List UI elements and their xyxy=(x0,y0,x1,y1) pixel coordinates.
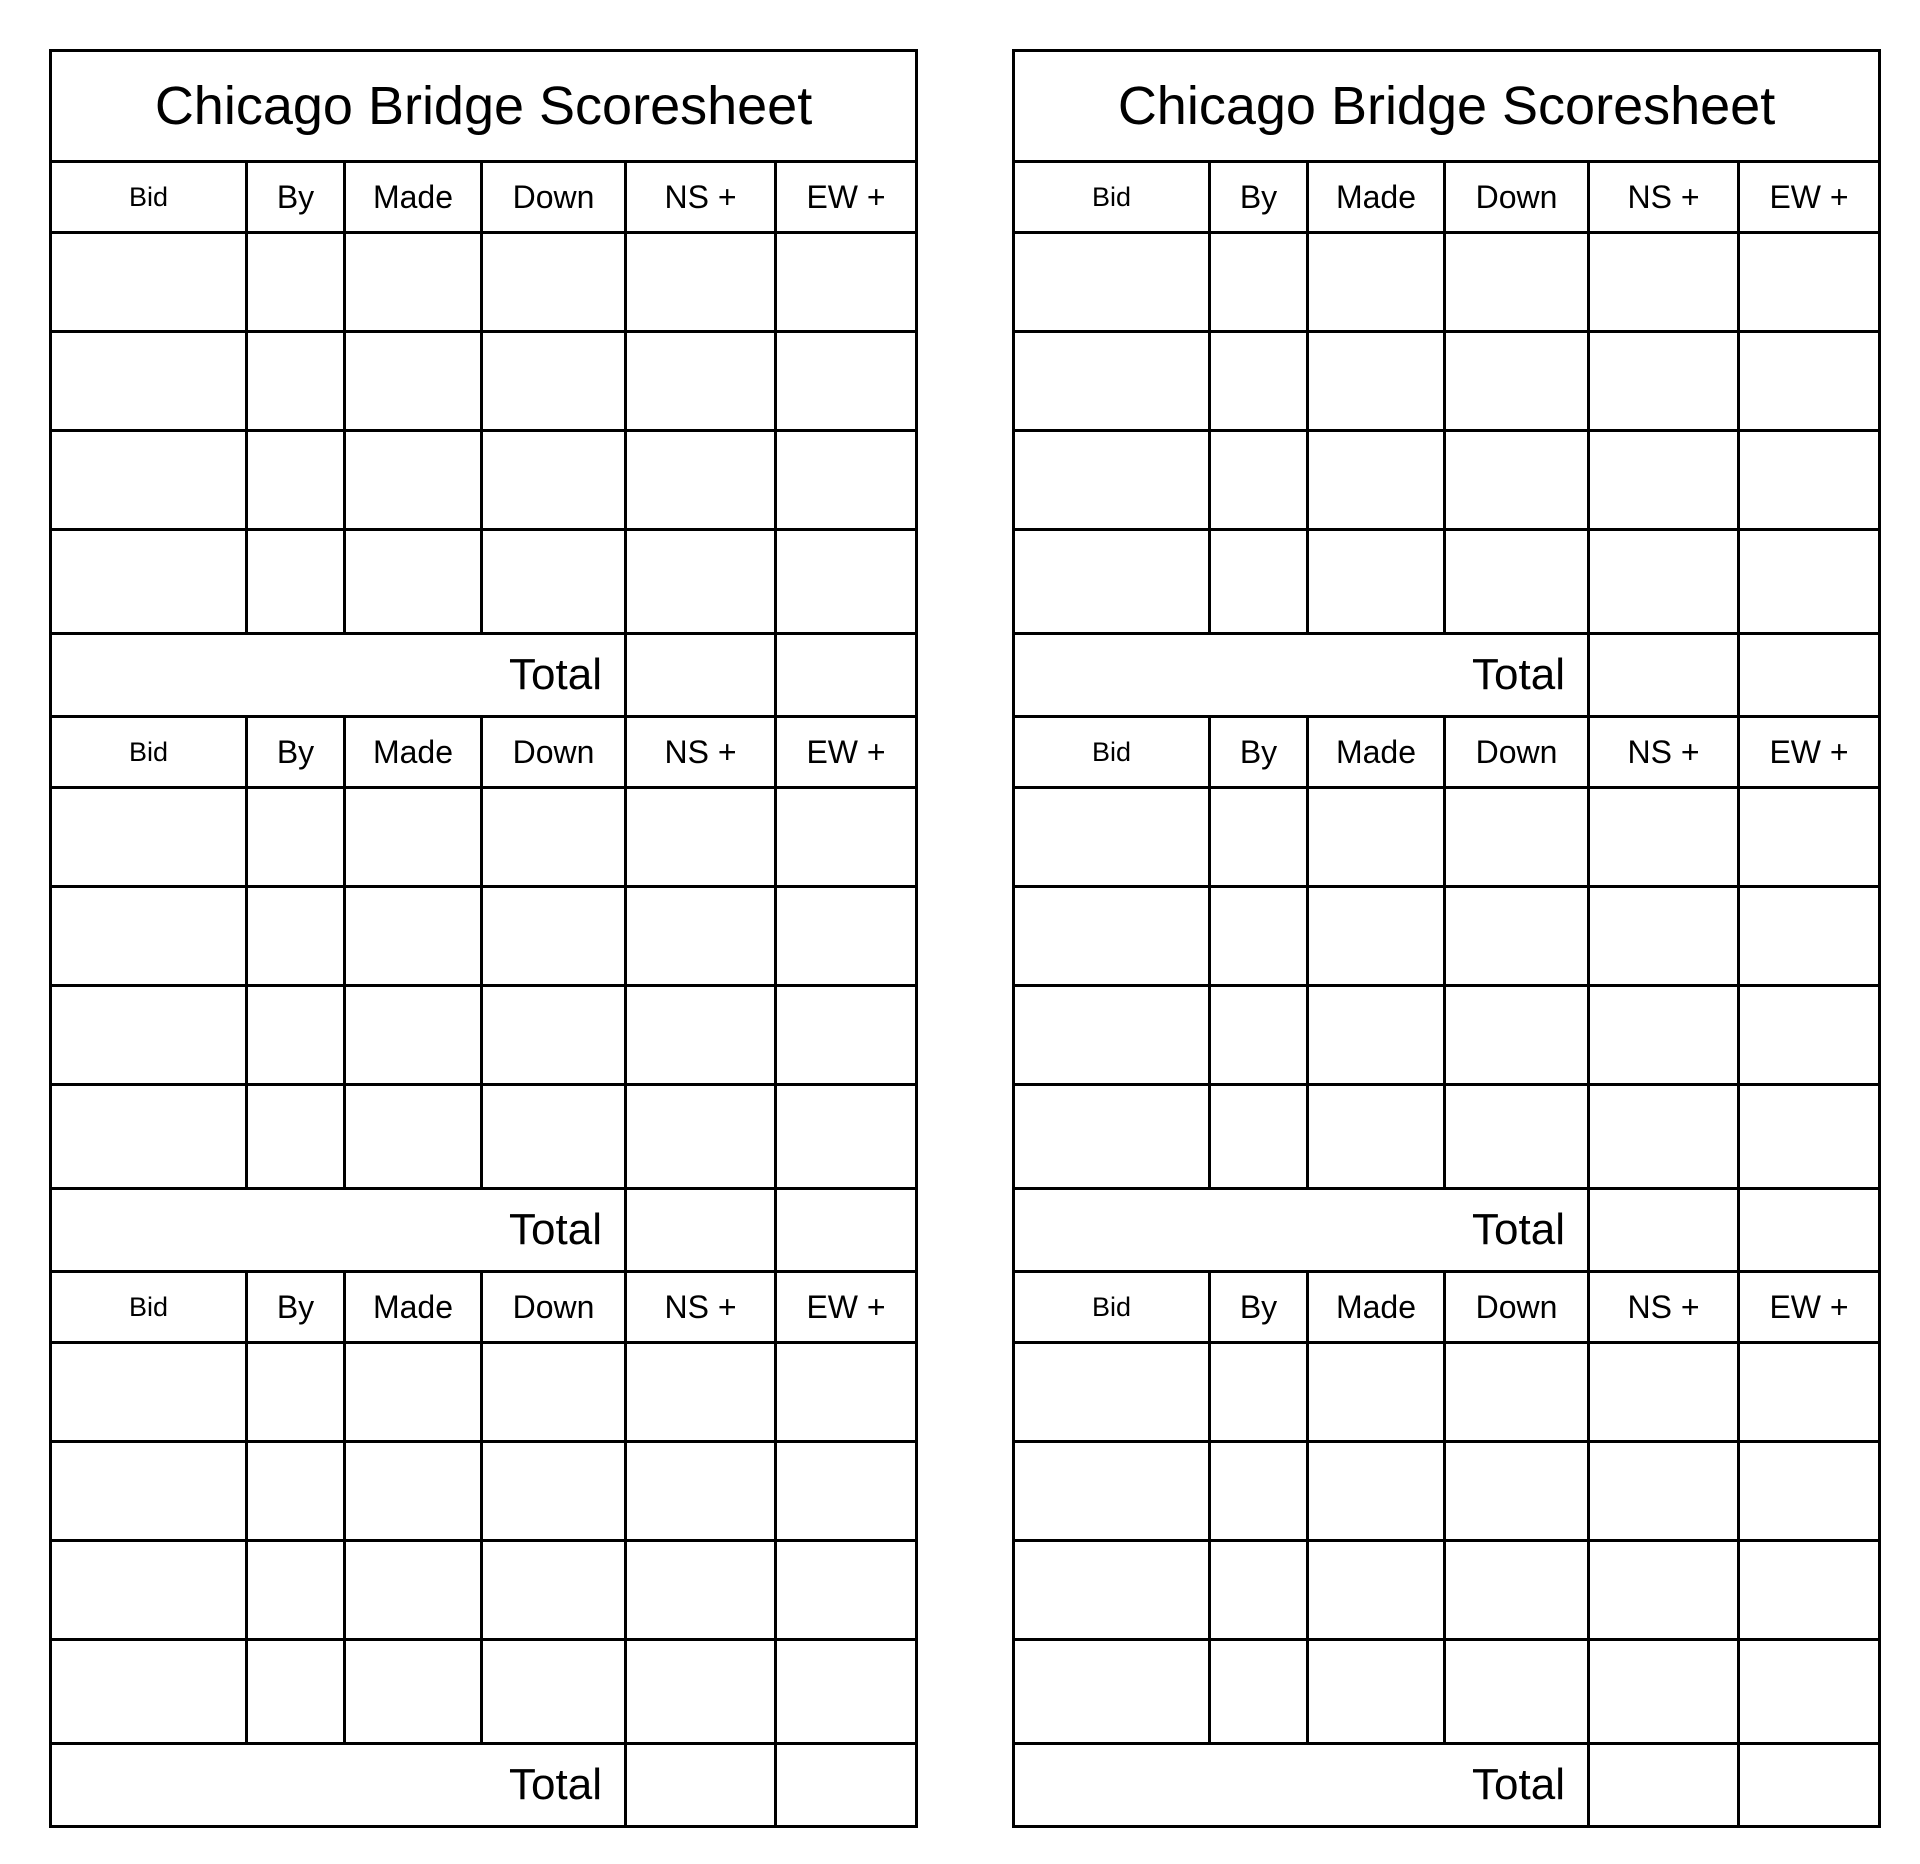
score-entry-cell[interactable] xyxy=(1308,332,1445,431)
score-entry-row xyxy=(51,1085,917,1189)
scoresheet-left xyxy=(49,49,915,1828)
score-entry-cell[interactable] xyxy=(51,431,247,530)
total-label: Total xyxy=(1014,634,1589,717)
score-entry-cell[interactable] xyxy=(626,1640,776,1744)
column-header: Down xyxy=(482,1272,626,1343)
score-entry-cell[interactable] xyxy=(1014,788,1210,887)
score-entry-cell[interactable] xyxy=(482,887,626,986)
column-header: By xyxy=(1210,1272,1308,1343)
score-entry-cell[interactable] xyxy=(776,1541,917,1640)
score-entry-cell[interactable] xyxy=(1445,788,1589,887)
total-row xyxy=(51,1189,917,1272)
score-entry-cell[interactable] xyxy=(1589,431,1739,530)
column-header: NS + xyxy=(626,717,776,788)
score-entry-cell[interactable] xyxy=(1589,1343,1739,1442)
score-entry-cell[interactable] xyxy=(1739,530,1880,634)
total-row xyxy=(51,634,917,717)
score-entry-cell[interactable] xyxy=(1014,1343,1210,1442)
score-entry-cell[interactable] xyxy=(51,1085,247,1189)
score-entry-cell[interactable] xyxy=(626,1541,776,1640)
score-entry-cell[interactable] xyxy=(345,1343,482,1442)
score-entry-cell[interactable] xyxy=(482,986,626,1085)
score-entry-cell[interactable] xyxy=(1739,1442,1880,1541)
score-entry-cell[interactable] xyxy=(51,788,247,887)
score-entry-cell[interactable] xyxy=(482,431,626,530)
score-entry-cell[interactable] xyxy=(1210,887,1308,986)
column-header: NS + xyxy=(626,162,776,233)
score-entry-cell[interactable] xyxy=(1014,431,1210,530)
ew-total-cell[interactable] xyxy=(1739,634,1880,717)
score-entry-cell[interactable] xyxy=(626,986,776,1085)
score-entry-row xyxy=(1014,233,1880,332)
score-entry-cell[interactable] xyxy=(51,887,247,986)
ew-total-cell[interactable] xyxy=(1739,1189,1880,1272)
score-entry-cell[interactable] xyxy=(482,1442,626,1541)
column-header: Bid xyxy=(1014,162,1210,233)
score-entry-cell[interactable] xyxy=(1308,1085,1445,1189)
score-entry-cell[interactable] xyxy=(482,1343,626,1442)
score-entry-cell[interactable] xyxy=(1739,1085,1880,1189)
column-header-row xyxy=(51,162,917,233)
score-entry-cell[interactable] xyxy=(345,1085,482,1189)
score-entry-cell[interactable] xyxy=(776,1442,917,1541)
score-entry-cell[interactable] xyxy=(1589,986,1739,1085)
score-entry-row xyxy=(1014,1343,1880,1442)
score-entry-row xyxy=(51,431,917,530)
score-entry-cell[interactable] xyxy=(1589,530,1739,634)
column-header: NS + xyxy=(626,1272,776,1343)
column-header: Made xyxy=(345,1272,482,1343)
score-entry-cell[interactable] xyxy=(345,887,482,986)
score-entry-cell[interactable] xyxy=(1739,1640,1880,1744)
column-header: Bid xyxy=(1014,717,1210,788)
score-entry-cell[interactable] xyxy=(1014,233,1210,332)
score-entry-cell[interactable] xyxy=(1739,887,1880,986)
score-entry-row xyxy=(51,986,917,1085)
score-entry-cell[interactable] xyxy=(482,1541,626,1640)
score-entry-cell[interactable] xyxy=(1210,1442,1308,1541)
score-entry-row xyxy=(1014,986,1880,1085)
score-entry-row xyxy=(1014,1640,1880,1744)
ns-total-cell[interactable] xyxy=(1589,1744,1739,1827)
column-header: Made xyxy=(1308,162,1445,233)
score-entry-cell[interactable] xyxy=(1014,986,1210,1085)
score-entry-cell[interactable] xyxy=(1210,233,1308,332)
score-entry-cell[interactable] xyxy=(1014,1541,1210,1640)
score-entry-cell[interactable] xyxy=(776,1343,917,1442)
score-entry-cell[interactable] xyxy=(1308,431,1445,530)
score-entry-cell[interactable] xyxy=(247,1640,345,1744)
column-header: Down xyxy=(1445,717,1589,788)
column-header: By xyxy=(247,717,345,788)
column-header: EW + xyxy=(1739,1272,1880,1343)
column-header: Bid xyxy=(51,717,247,788)
ns-total-cell[interactable] xyxy=(626,1744,776,1827)
score-entry-cell[interactable] xyxy=(1014,530,1210,634)
score-entry-row xyxy=(51,1343,917,1442)
column-header: Made xyxy=(345,717,482,788)
score-entry-cell[interactable] xyxy=(345,332,482,431)
score-entry-cell[interactable] xyxy=(1210,1085,1308,1189)
score-entry-cell[interactable] xyxy=(1210,1640,1308,1744)
column-header: Made xyxy=(345,162,482,233)
score-entry-cell[interactable] xyxy=(51,332,247,431)
column-header: Made xyxy=(1308,717,1445,788)
column-header-row xyxy=(1014,1272,1880,1343)
score-entry-cell[interactable] xyxy=(626,887,776,986)
score-entry-cell[interactable] xyxy=(1210,1343,1308,1442)
score-entry-cell[interactable] xyxy=(51,1640,247,1744)
score-entry-cell[interactable] xyxy=(1014,887,1210,986)
column-header-row xyxy=(51,717,917,788)
score-entry-cell[interactable] xyxy=(1445,1640,1589,1744)
score-entry-cell[interactable] xyxy=(1739,788,1880,887)
score-entry-cell[interactable] xyxy=(1589,788,1739,887)
score-entry-cell[interactable] xyxy=(1210,530,1308,634)
score-entry-cell[interactable] xyxy=(247,1085,345,1189)
score-entry-cell[interactable] xyxy=(626,1343,776,1442)
total-label: Total xyxy=(51,634,626,717)
score-entry-cell[interactable] xyxy=(626,788,776,887)
score-entry-row xyxy=(51,887,917,986)
score-entry-cell[interactable] xyxy=(345,233,482,332)
score-entry-cell[interactable] xyxy=(482,233,626,332)
total-row xyxy=(1014,1744,1880,1827)
score-entry-cell[interactable] xyxy=(1589,1541,1739,1640)
ns-total-cell[interactable] xyxy=(1589,634,1739,717)
score-entry-row xyxy=(1014,887,1880,986)
column-header: By xyxy=(247,1272,345,1343)
column-header: By xyxy=(247,162,345,233)
score-entry-cell[interactable] xyxy=(247,986,345,1085)
score-entry-cell[interactable] xyxy=(1308,233,1445,332)
score-entry-cell[interactable] xyxy=(482,788,626,887)
score-entry-cell[interactable] xyxy=(776,530,917,634)
ns-total-cell[interactable] xyxy=(626,1189,776,1272)
score-entry-cell[interactable] xyxy=(345,1442,482,1541)
score-entry-cell[interactable] xyxy=(247,1541,345,1640)
score-entry-cell[interactable] xyxy=(776,887,917,986)
score-entry-row xyxy=(51,788,917,887)
score-entry-cell[interactable] xyxy=(1308,986,1445,1085)
score-entry-row xyxy=(1014,1541,1880,1640)
score-entry-cell[interactable] xyxy=(247,788,345,887)
score-entry-cell[interactable] xyxy=(482,530,626,634)
total-row xyxy=(51,1744,917,1827)
column-header: Down xyxy=(1445,162,1589,233)
score-entry-cell[interactable] xyxy=(776,332,917,431)
score-entry-row xyxy=(51,233,917,332)
score-entry-cell[interactable] xyxy=(1589,1085,1739,1189)
score-entry-cell[interactable] xyxy=(1589,887,1739,986)
score-entry-cell[interactable] xyxy=(626,332,776,431)
score-entry-cell[interactable] xyxy=(247,1442,345,1541)
score-entry-cell[interactable] xyxy=(776,986,917,1085)
score-entry-cell[interactable] xyxy=(345,986,482,1085)
score-entry-cell[interactable] xyxy=(1445,1085,1589,1189)
total-label: Total xyxy=(1014,1744,1589,1827)
score-entry-row xyxy=(1014,530,1880,634)
score-entry-cell[interactable] xyxy=(1739,1343,1880,1442)
scoresheet-title: Chicago Bridge Scoresheet xyxy=(1014,51,1880,162)
score-entry-cell[interactable] xyxy=(1445,1442,1589,1541)
score-entry-cell[interactable] xyxy=(247,530,345,634)
score-entry-row xyxy=(1014,1442,1880,1541)
score-entry-cell[interactable] xyxy=(1308,887,1445,986)
column-header: NS + xyxy=(1589,1272,1739,1343)
score-entry-cell[interactable] xyxy=(247,431,345,530)
score-entry-cell[interactable] xyxy=(1445,332,1589,431)
scoresheet-title: Chicago Bridge Scoresheet xyxy=(51,51,917,162)
score-entry-row xyxy=(51,530,917,634)
score-entry-cell[interactable] xyxy=(1739,431,1880,530)
score-entry-cell[interactable] xyxy=(1014,1442,1210,1541)
score-entry-cell[interactable] xyxy=(1308,1343,1445,1442)
total-row xyxy=(1014,1189,1880,1272)
column-header: EW + xyxy=(1739,162,1880,233)
score-entry-cell[interactable] xyxy=(1210,431,1308,530)
score-entry-cell[interactable] xyxy=(776,1640,917,1744)
score-entry-cell[interactable] xyxy=(1014,1640,1210,1744)
score-entry-cell[interactable] xyxy=(51,986,247,1085)
score-entry-row xyxy=(51,1442,917,1541)
ns-total-cell[interactable] xyxy=(626,634,776,717)
score-entry-cell[interactable] xyxy=(1210,788,1308,887)
scoresheet-table xyxy=(49,49,918,1828)
column-header: NS + xyxy=(1589,162,1739,233)
score-entry-cell[interactable] xyxy=(482,1085,626,1189)
score-entry-cell[interactable] xyxy=(1445,1343,1589,1442)
column-header: Bid xyxy=(51,162,247,233)
score-entry-cell[interactable] xyxy=(626,431,776,530)
score-entry-row xyxy=(51,332,917,431)
score-entry-cell[interactable] xyxy=(626,1085,776,1189)
column-header: Bid xyxy=(1014,1272,1210,1343)
ew-total-cell[interactable] xyxy=(1739,1744,1880,1827)
column-header: EW + xyxy=(1739,717,1880,788)
score-entry-row xyxy=(1014,332,1880,431)
ew-total-cell[interactable] xyxy=(776,1189,917,1272)
score-entry-cell[interactable] xyxy=(1308,1541,1445,1640)
score-entry-cell[interactable] xyxy=(1014,1085,1210,1189)
score-entry-cell[interactable] xyxy=(345,530,482,634)
column-header-row xyxy=(51,1272,917,1343)
score-entry-cell[interactable] xyxy=(51,1541,247,1640)
score-entry-cell[interactable] xyxy=(1308,788,1445,887)
score-entry-row xyxy=(1014,431,1880,530)
column-header: By xyxy=(1210,717,1308,788)
score-entry-cell[interactable] xyxy=(1210,1541,1308,1640)
column-header: Down xyxy=(482,162,626,233)
score-entry-cell[interactable] xyxy=(1589,332,1739,431)
ns-total-cell[interactable] xyxy=(1589,1189,1739,1272)
score-entry-cell[interactable] xyxy=(1308,1640,1445,1744)
score-entry-cell[interactable] xyxy=(776,233,917,332)
score-entry-cell[interactable] xyxy=(1739,1541,1880,1640)
score-entry-cell[interactable] xyxy=(1739,332,1880,431)
column-header: Made xyxy=(1308,1272,1445,1343)
score-entry-cell[interactable] xyxy=(345,431,482,530)
score-entry-cell[interactable] xyxy=(776,788,917,887)
column-header: EW + xyxy=(776,162,917,233)
score-entry-cell[interactable] xyxy=(626,1442,776,1541)
score-entry-cell[interactable] xyxy=(626,233,776,332)
score-entry-cell[interactable] xyxy=(1445,233,1589,332)
score-entry-cell[interactable] xyxy=(1589,1442,1739,1541)
ew-total-cell[interactable] xyxy=(776,634,917,717)
score-entry-cell[interactable] xyxy=(247,233,345,332)
score-entry-cell[interactable] xyxy=(1210,332,1308,431)
score-entry-cell[interactable] xyxy=(1308,1442,1445,1541)
column-header: EW + xyxy=(776,1272,917,1343)
score-entry-cell[interactable] xyxy=(1445,431,1589,530)
column-header-row xyxy=(1014,717,1880,788)
score-entry-row xyxy=(51,1640,917,1744)
score-entry-cell[interactable] xyxy=(1445,1541,1589,1640)
score-entry-cell[interactable] xyxy=(482,1640,626,1744)
total-row xyxy=(1014,634,1880,717)
score-entry-cell[interactable] xyxy=(1445,986,1589,1085)
score-entry-cell[interactable] xyxy=(345,788,482,887)
score-entry-cell[interactable] xyxy=(51,1442,247,1541)
score-entry-cell[interactable] xyxy=(51,530,247,634)
score-entry-row xyxy=(1014,788,1880,887)
score-entry-cell[interactable] xyxy=(247,887,345,986)
score-entry-cell[interactable] xyxy=(1589,233,1739,332)
score-entry-cell[interactable] xyxy=(345,1541,482,1640)
score-entry-cell[interactable] xyxy=(1739,233,1880,332)
score-entry-row xyxy=(51,1541,917,1640)
score-entry-cell[interactable] xyxy=(776,1085,917,1189)
score-entry-cell[interactable] xyxy=(51,233,247,332)
score-entry-cell[interactable] xyxy=(626,530,776,634)
total-label: Total xyxy=(51,1189,626,1272)
column-header: Bid xyxy=(51,1272,247,1343)
score-entry-row xyxy=(1014,1085,1880,1189)
ew-total-cell[interactable] xyxy=(776,1744,917,1827)
score-entry-cell[interactable] xyxy=(776,431,917,530)
score-entry-cell[interactable] xyxy=(51,1343,247,1442)
score-entry-cell[interactable] xyxy=(1589,1640,1739,1744)
column-header: NS + xyxy=(1589,717,1739,788)
score-entry-cell[interactable] xyxy=(247,1343,345,1442)
score-entry-cell[interactable] xyxy=(1445,530,1589,634)
score-entry-cell[interactable] xyxy=(345,1640,482,1744)
score-entry-cell[interactable] xyxy=(247,332,345,431)
scoresheet-right xyxy=(1012,49,1878,1828)
column-header: By xyxy=(1210,162,1308,233)
score-entry-cell[interactable] xyxy=(1308,530,1445,634)
total-label: Total xyxy=(51,1744,626,1827)
scoresheet-table xyxy=(1012,49,1881,1828)
score-entry-cell[interactable] xyxy=(1739,986,1880,1085)
score-entry-cell[interactable] xyxy=(1014,332,1210,431)
score-entry-cell[interactable] xyxy=(1210,986,1308,1085)
column-header: EW + xyxy=(776,717,917,788)
score-entry-cell[interactable] xyxy=(1445,887,1589,986)
column-header: Down xyxy=(482,717,626,788)
score-entry-cell[interactable] xyxy=(482,332,626,431)
total-label: Total xyxy=(1014,1189,1589,1272)
column-header-row xyxy=(1014,162,1880,233)
column-header: Down xyxy=(1445,1272,1589,1343)
